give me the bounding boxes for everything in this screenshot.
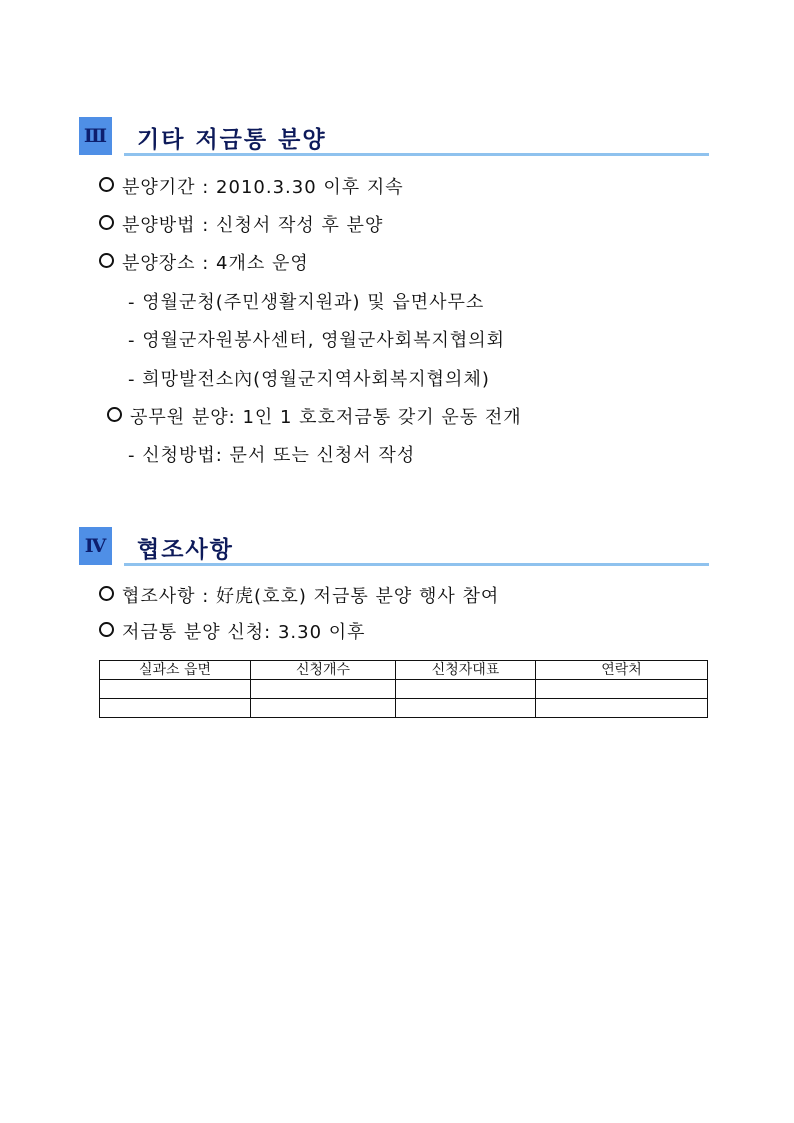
section-4-title: 협조사항 <box>137 537 234 563</box>
table-header-row <box>100 661 708 680</box>
table-cell[interactable] <box>251 699 396 718</box>
table-cell[interactable] <box>536 680 708 699</box>
bullet-item <box>99 585 499 609</box>
circle-bullet-icon <box>99 253 114 268</box>
sub-item: - 희망발전소內(영월군지역사회복지협의체) <box>128 369 490 390</box>
bullet-item <box>99 214 383 238</box>
bullet-item <box>99 176 404 200</box>
sub-item: - 영월군자원봉사센터, 영월군사회복지협의회 <box>128 330 506 351</box>
table-cell[interactable] <box>100 680 251 699</box>
bullet-text: 분양기간 : 2010.3.30 이후 지속 <box>122 177 404 198</box>
table-cell[interactable] <box>396 699 536 718</box>
header-department: 실과소 읍면 <box>100 661 251 680</box>
section-4-header <box>79 527 709 567</box>
section-3-number-badge: Ⅲ <box>79 117 112 155</box>
section-3-header <box>79 117 709 157</box>
bullet-text: 협조사항 : 好虎(호호) 저금통 분양 행사 참여 <box>122 586 500 607</box>
circle-bullet-icon <box>99 215 114 230</box>
circle-bullet-icon <box>99 177 114 192</box>
section-4-divider <box>124 563 709 566</box>
bullet-item <box>99 252 309 276</box>
bullet-item <box>107 406 522 430</box>
sub-item: - 영월군청(주민생활지원과) 및 읍면사무소 <box>128 292 485 313</box>
table-cell[interactable] <box>251 680 396 699</box>
application-table <box>99 660 708 718</box>
header-representative: 신청자대표 <box>396 661 536 680</box>
section-3-title: 기타 저금통 분양 <box>137 127 327 153</box>
header-contact: 연락처 <box>536 661 708 680</box>
table-cell[interactable] <box>396 680 536 699</box>
bullet-text: 분양방법 : 신청서 작성 후 분양 <box>122 215 384 236</box>
table-row <box>100 680 708 699</box>
circle-bullet-icon <box>107 407 122 422</box>
circle-bullet-icon <box>99 622 114 637</box>
table-cell[interactable] <box>100 699 251 718</box>
table-cell[interactable] <box>536 699 708 718</box>
bullet-text: 저금통 분양 신청: 3.30 이후 <box>122 622 366 643</box>
bullet-text: 공무원 분양: 1인 1 호호저금통 갖기 운동 전개 <box>130 407 522 428</box>
bullet-text: 분양장소 : 4개소 운영 <box>122 253 309 274</box>
table-row <box>100 699 708 718</box>
sub-item: - 신청방법: 문서 또는 신청서 작성 <box>128 445 416 466</box>
bullet-item <box>99 621 366 645</box>
section-3-divider <box>124 153 709 156</box>
section-4-number-badge: Ⅳ <box>79 527 112 565</box>
header-quantity: 신청개수 <box>251 661 396 680</box>
circle-bullet-icon <box>99 586 114 601</box>
